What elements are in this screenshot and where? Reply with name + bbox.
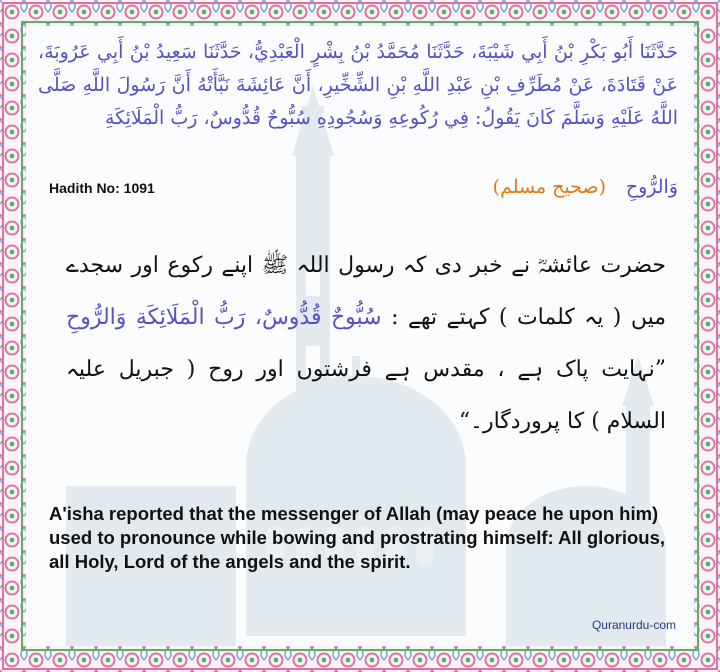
website-watermark: Quranurdu-com (591, 618, 676, 632)
urdu-translation (66, 240, 666, 448)
urdu-text-part1: حضرت عائشہؓ نے خبر دی کہ رسول اللہ ﷺ اپنے رکوع اور سجدے میں ( یہ کلمات ) کہتے تھے : (66, 253, 666, 330)
arabic-hadith-text: حَدَّثَنَا أَبُو بَكْرِ بْنُ أَبِي شَيْبَةَ، حَدَّثَنَا مُحَمَّدُ بْنُ بِشْرٍ الْعَبْدِيُّ، حَدَّثَنَا سَعِيدُ بْنُ أَبِي عَرُوبَةَ، عَنْ قَتَادَةَ، عَنْ مُطَرِّفِ بْنِ عَبْدِ اللَّهِ بْنِ الشِّخِّيرِ، أَنَّ عَائِشَةَ نَبَّأَتْهُ أَنَّ رَسُولَ اللَّهِ صَلَّى اللَّهُ عَلَيْهِ وَسَلَّمَ كَانَ يَقُولُ: فِي رُكُوعِهِ وَسُجُودِهِ سُبُّوحٌ قُدُّوسٌ، رَبُّ الْمَلَائِكَةِ (38, 41, 678, 129)
hadith-source: (صحیح مسلم) (492, 176, 606, 198)
urdu-highlight-dua: سُبُّوحٌ قُدُّوسٌ، رَبُّ الْمَلَائِكَةِ وَالرُّوحِ (66, 305, 382, 330)
hadith-number: Hadith No: 1091 (49, 180, 155, 196)
arabic-hadith-end: وَالرُّوحِ (625, 176, 678, 198)
urdu-text-part2: ”نہایت پاک ہے ، مقدس ہے فرشتوں اور روح ( جبریل علیہ السلام ) کا پروردگار۔“ (66, 357, 666, 434)
english-translation: A'isha reported that the messenger of Allah (may peace he upon him) used to pronounce while bowing and prostrating himself: All glorious, all Holy, Lord of the angels and the spirit. (49, 503, 665, 572)
content-panel (26, 26, 694, 646)
